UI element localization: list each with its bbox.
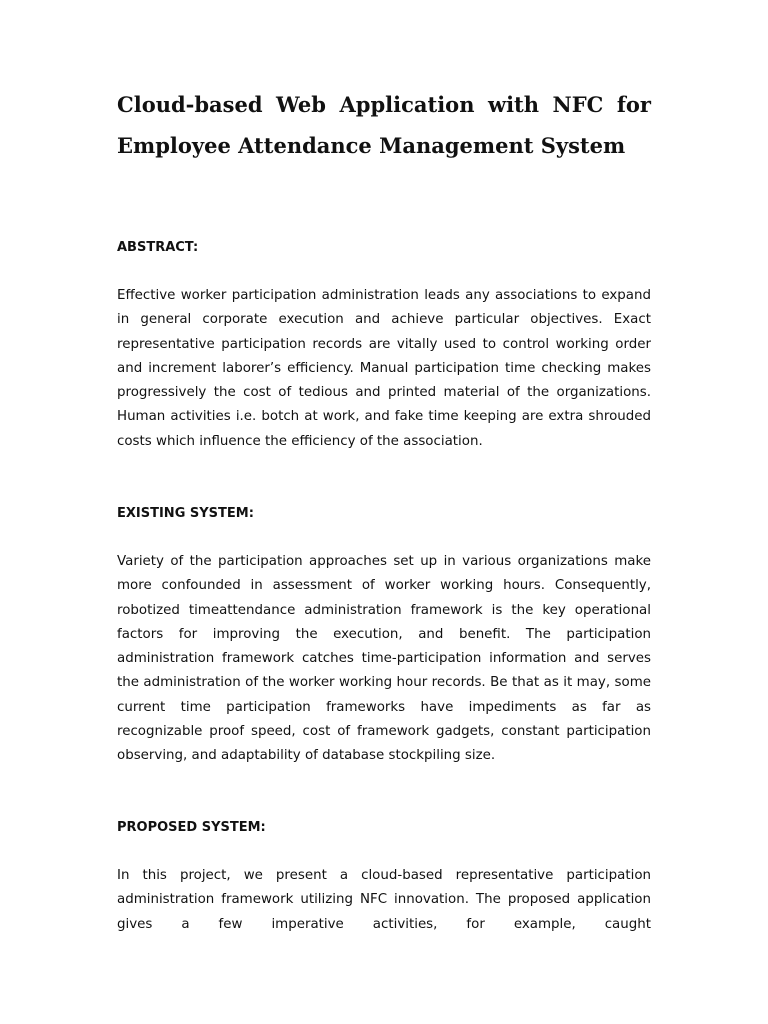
abstract-heading: ABSTRACT: xyxy=(117,240,199,255)
document-title: Cloud-based Web Application with NFC for Employee Attendance Management System xyxy=(117,92,651,158)
proposed-system-paragraph: In this project, we present a cloud-based representative participation administration framework utilizing NFC innovation. The proposed application gives a few imperative activities, for example, caught xyxy=(117,868,651,932)
abstract-paragraph: Effective worker participation administration leads any associations to expand in general corporate execution and achieve particular objectives. Exact representative participation records are vitally used to control working order and increment laborer’s efficiency. Manual participation time checking makes progressively the cost of tedious and printed material of the organizations. Human activities i.e. botch at work, and fake time keeping are extra shrouded costs which influence the efficiency of the association. xyxy=(117,288,651,449)
existing-system-heading: EXISTING SYSTEM: xyxy=(117,506,254,521)
existing-system-paragraph: Variety of the participation approaches set up in various organizations make more confounded in assessment of worker working hours. Consequently, robotized timeattendance administration framework is the key operational factors for improving the execution, and benefit. The participation administration framework catches time-participation information and serves the administration of the worker working hour records. Be that as it may, some current time participation frameworks have impediments as far as recognizable proof speed, cost of framework gadgets, constant participation observing, and adaptability of database stockpiling size. xyxy=(117,554,651,764)
proposed-system-heading: PROPOSED SYSTEM: xyxy=(117,820,266,835)
